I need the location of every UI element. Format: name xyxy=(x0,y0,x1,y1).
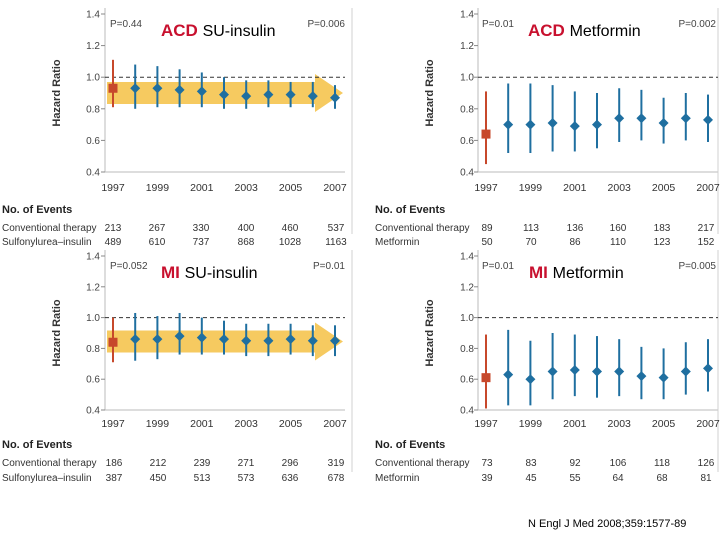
mi-met-ytick-label: 1.0 xyxy=(460,313,474,325)
mi-su-p-left: P=0.052 xyxy=(110,261,148,272)
acd-su-events-value: 213 xyxy=(104,223,122,234)
acd-su-ytick-label: 1.0 xyxy=(86,72,100,84)
acd-met-point xyxy=(503,120,513,130)
mi-su-events-value: 186 xyxy=(105,458,123,469)
acd-su-events-value: 1163 xyxy=(325,237,347,248)
mi-su-ylabel: Hazard Ratio xyxy=(51,299,63,367)
mi-met-p-left: P=0.01 xyxy=(482,261,514,272)
mi-met-events-value: 68 xyxy=(656,473,668,484)
acd-met-ytick-label: 1.2 xyxy=(460,41,474,53)
mi-su-xtick-label: 2003 xyxy=(234,418,258,430)
acd-su-title-text: SU-insulin xyxy=(202,23,276,40)
mi-met-title-acronym: MI xyxy=(529,263,553,282)
acd-met-events-value: 152 xyxy=(697,237,715,248)
acd-met-events-value: 89 xyxy=(481,223,493,234)
citation: N Engl J Med 2008;359:1577-89 xyxy=(528,518,687,530)
mi-su-title-acronym: MI xyxy=(161,263,185,282)
acd-met-events-value: 86 xyxy=(569,237,581,248)
acd-su-ytick-label: 0.4 xyxy=(86,167,100,179)
acd-su-events-row-label: Conventional therapy xyxy=(2,223,97,234)
acd-met-point xyxy=(614,113,624,123)
mi-met-ytick-label: 0.8 xyxy=(460,343,474,355)
acd-su-ylabel: Hazard Ratio xyxy=(51,59,63,127)
acd-met-events-value: 183 xyxy=(653,223,671,234)
acd-met-events-row-label: Conventional therapy xyxy=(375,223,470,234)
mi-su-xtick-label: 2007 xyxy=(323,418,347,430)
acd-met-point xyxy=(570,121,580,131)
mi-su-point-first xyxy=(109,338,118,347)
acd-met-p-right: P=0.002 xyxy=(678,19,716,30)
mi-met-point xyxy=(614,367,624,377)
acd-met-ytick-label: 0.4 xyxy=(460,167,474,179)
acd-met-xtick-label: 1997 xyxy=(474,182,498,194)
acd-met-title-text: Metformin xyxy=(569,23,641,40)
acd-su-events-value: 330 xyxy=(192,223,210,234)
acd-met-ytick-label: 0.8 xyxy=(460,104,474,116)
mi-su-events-header: No. of Events xyxy=(2,439,73,451)
mi-met-xtick-label: 2003 xyxy=(607,418,631,430)
acd-met-point xyxy=(548,118,558,128)
mi-met-events-value: 55 xyxy=(569,473,581,484)
mi-met-events-value: 92 xyxy=(569,458,581,469)
acd-su-events-value: 489 xyxy=(104,237,122,248)
acd-su-xtick-label: 1997 xyxy=(101,182,125,194)
mi-su-ytick-label: 1.2 xyxy=(86,282,100,294)
mi-met-xtick-label: 2007 xyxy=(696,418,720,430)
acd-su-events-value: 737 xyxy=(192,237,210,248)
acd-su-xtick-label: 2007 xyxy=(323,182,347,194)
mi-su-events-value: 296 xyxy=(281,458,299,469)
acd-met-events-value: 136 xyxy=(566,223,584,234)
acd-su-ytick-label: 1.4 xyxy=(86,9,100,21)
acd-su-title-acronym: ACD xyxy=(161,21,203,40)
mi-met-events-value: 83 xyxy=(525,458,537,469)
mi-su-xtick-label: 2001 xyxy=(190,418,214,430)
mi-met-point xyxy=(503,370,513,380)
mi-met-point xyxy=(636,371,646,381)
mi-su-ytick-label: 0.4 xyxy=(86,405,100,417)
acd-met-point xyxy=(525,120,535,130)
mi-su-events-row-label: Conventional therapy xyxy=(2,458,97,469)
acd-met-xtick-label: 2003 xyxy=(607,182,631,194)
mi-met-point xyxy=(592,367,602,377)
mi-met-point xyxy=(659,373,669,383)
mi-met-p-right: P=0.005 xyxy=(678,261,716,272)
mi-met-ytick-label: 1.2 xyxy=(460,282,474,294)
mi-su-events-value: 271 xyxy=(237,458,255,469)
mi-su-ytick-label: 1.0 xyxy=(86,313,100,325)
acd-su-xtick-label: 2005 xyxy=(278,182,303,194)
mi-met-events-value: 126 xyxy=(697,458,715,469)
mi-met-ytick-label: 0.4 xyxy=(460,405,474,417)
acd-su-events-value: 267 xyxy=(148,223,166,234)
mi-met-title-text: Metformin xyxy=(552,265,624,282)
mi-su-ytick-label: 0.6 xyxy=(86,374,100,386)
mi-met-events-value: 81 xyxy=(700,473,712,484)
acd-met-title-acronym: ACD xyxy=(528,21,570,40)
mi-met-point-first xyxy=(482,373,491,382)
mi-met-xtick-label: 1997 xyxy=(474,418,498,430)
acd-su-point-first xyxy=(109,84,118,93)
mi-met-events-value: 39 xyxy=(481,473,493,484)
acd-su-p-right: P=0.006 xyxy=(307,19,345,30)
acd-met-events-row-label: Metformin xyxy=(375,237,420,248)
acd-su-events-value: 400 xyxy=(237,223,255,234)
acd-met-ytick-label: 1.0 xyxy=(460,72,474,84)
mi-met-events-value: 118 xyxy=(654,458,670,469)
mi-su-ytick-label: 0.8 xyxy=(86,343,100,355)
acd-met-point xyxy=(703,115,713,125)
acd-met-xtick-label: 2007 xyxy=(696,182,720,194)
mi-met-events-row-label: Metformin xyxy=(375,473,420,484)
mi-met-point xyxy=(525,374,535,384)
mi-su-events-value: 636 xyxy=(281,473,299,484)
acd-met-point xyxy=(636,113,646,123)
mi-su-title xyxy=(157,261,262,285)
acd-su-events-value: 537 xyxy=(327,223,345,234)
mi-met-xtick-label: 2001 xyxy=(563,418,587,430)
acd-met-xtick-label: 2001 xyxy=(563,182,587,194)
acd-met-point xyxy=(681,113,691,123)
mi-su-events-value: 678 xyxy=(327,473,345,484)
mi-su-events-value: 239 xyxy=(193,458,211,469)
mi-su-p-right: P=0.01 xyxy=(313,261,345,272)
acd-met-ytick-label: 0.6 xyxy=(460,135,474,147)
acd-su-events-value: 1028 xyxy=(278,237,302,248)
acd-met-events-value: 123 xyxy=(653,237,671,248)
mi-su-events-value: 450 xyxy=(149,473,167,484)
mi-su-events-row-label: Sulfonylurea–insulin xyxy=(2,473,92,484)
acd-met-point xyxy=(592,120,602,130)
acd-su-ytick-label: 1.2 xyxy=(86,41,100,53)
acd-met-events-value: 113 xyxy=(523,223,539,234)
mi-met-ylabel: Hazard Ratio xyxy=(424,299,436,367)
mi-met-events-value: 106 xyxy=(609,458,627,469)
acd-met-p-left: P=0.01 xyxy=(482,19,514,30)
mi-met-xtick-label: 2005 xyxy=(651,418,676,430)
acd-met-events-value: 160 xyxy=(609,223,627,234)
mi-met-ytick-label: 0.6 xyxy=(460,374,474,386)
acd-su-xtick-label: 2003 xyxy=(234,182,258,194)
mi-su-xtick-label: 2005 xyxy=(278,418,303,430)
acd-su-events-row-label: Sulfonylurea–insulin xyxy=(2,237,92,248)
acd-met-xtick-label: 2005 xyxy=(651,182,676,194)
acd-su-ytick-label: 0.6 xyxy=(86,135,100,147)
mi-su-title-text: SU-insulin xyxy=(184,265,258,282)
mi-su-events-value: 387 xyxy=(105,473,123,484)
mi-su-events-value: 319 xyxy=(327,458,345,469)
mi-met-events-value: 73 xyxy=(481,458,493,469)
acd-su-title xyxy=(157,19,279,43)
mi-met-events-value: 64 xyxy=(612,473,624,484)
acd-su-xtick-label: 1999 xyxy=(145,182,170,194)
mi-su-ytick-label: 1.4 xyxy=(86,251,100,263)
acd-su-p-left: P=0.44 xyxy=(110,19,142,30)
mi-met-events-value: 45 xyxy=(525,473,537,484)
acd-su-events-value: 460 xyxy=(281,223,299,234)
acd-su-ytick-label: 0.8 xyxy=(86,104,100,116)
acd-met-events-value: 110 xyxy=(610,237,626,248)
acd-su-events-value: 868 xyxy=(237,237,255,248)
mi-met-events-row-label: Conventional therapy xyxy=(375,458,470,469)
mi-su-events-value: 212 xyxy=(149,458,167,469)
acd-met-ytick-label: 1.4 xyxy=(460,9,474,21)
acd-met-point-first xyxy=(482,130,491,139)
mi-su-xtick-label: 1999 xyxy=(145,418,170,430)
acd-su-events-value: 610 xyxy=(148,237,166,248)
acd-met-xtick-label: 1999 xyxy=(518,182,543,194)
acd-met-title xyxy=(524,19,645,43)
mi-met-point xyxy=(548,367,558,377)
mi-met-events-header: No. of Events xyxy=(375,439,446,451)
acd-met-events-value: 50 xyxy=(481,237,493,248)
mi-met-point xyxy=(570,365,580,375)
acd-met-ylabel: Hazard Ratio xyxy=(424,59,436,127)
mi-su-events-value: 513 xyxy=(193,473,211,484)
acd-met-point xyxy=(659,118,669,128)
acd-su-xtick-label: 2001 xyxy=(190,182,214,194)
acd-met-events-value: 70 xyxy=(525,237,537,248)
acd-su-events-header: No. of Events xyxy=(2,204,73,216)
mi-su-events-value: 573 xyxy=(237,473,255,484)
acd-met-events-value: 217 xyxy=(697,223,715,234)
acd-met-events-header: No. of Events xyxy=(375,204,446,216)
mi-su-xtick-label: 1997 xyxy=(101,418,125,430)
mi-met-point xyxy=(703,363,713,373)
mi-met-title xyxy=(525,261,628,285)
mi-met-ytick-label: 1.4 xyxy=(460,251,474,263)
mi-met-point xyxy=(681,367,691,377)
mi-met-xtick-label: 1999 xyxy=(518,418,543,430)
